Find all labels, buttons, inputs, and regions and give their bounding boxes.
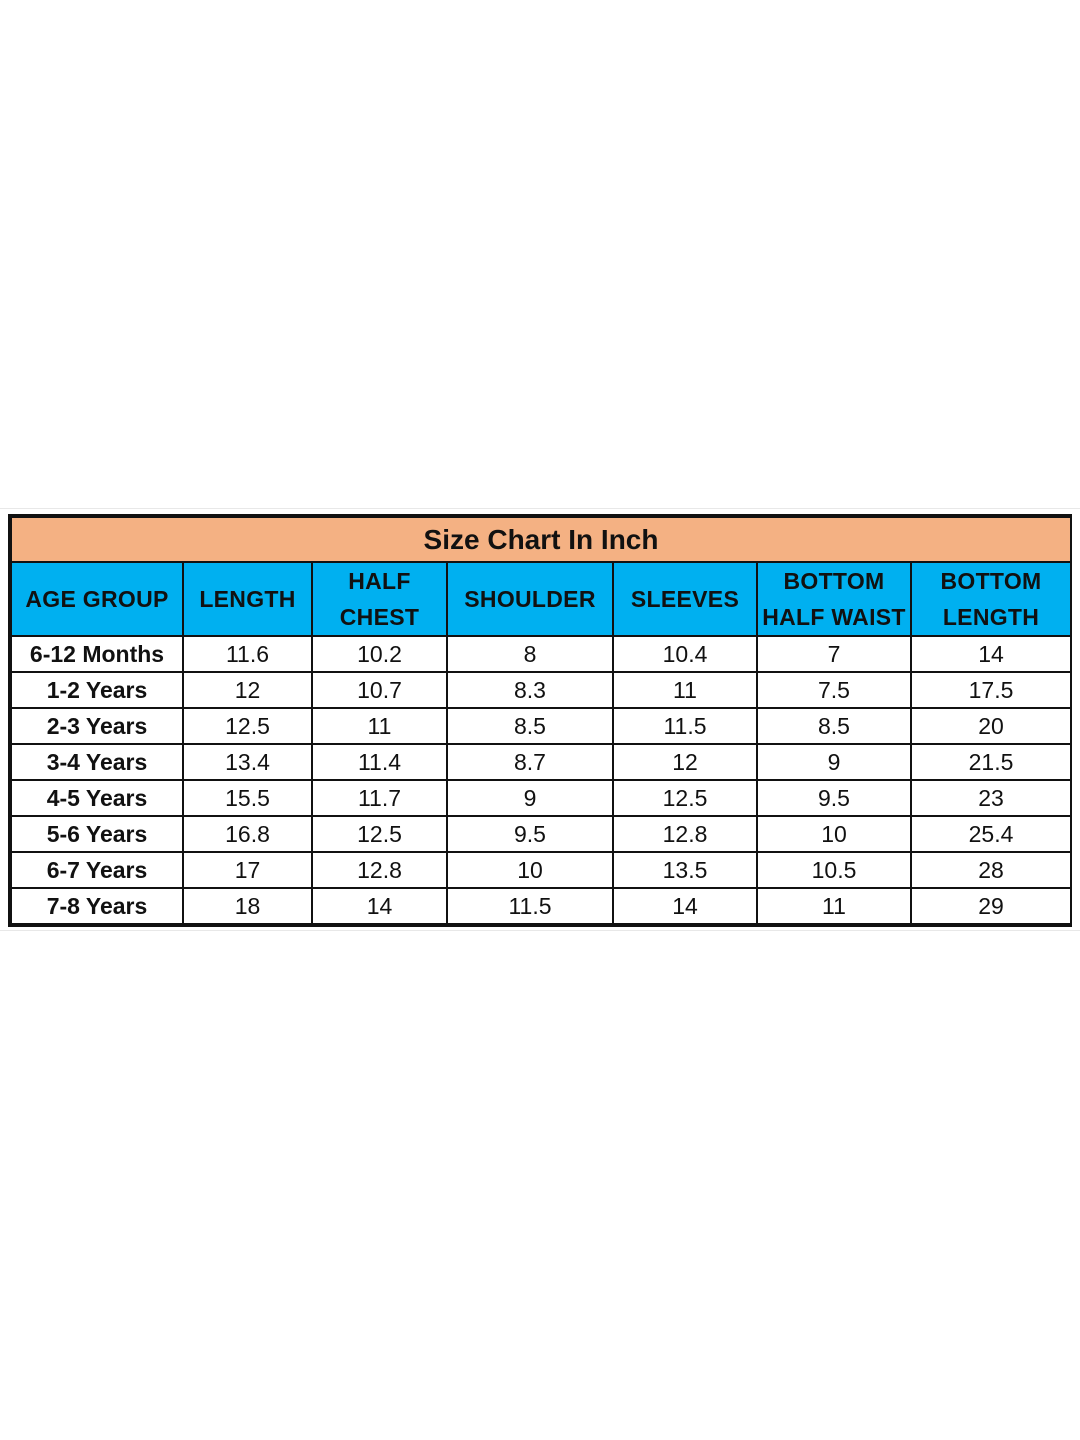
measurement-cell: 10 (757, 816, 911, 852)
column-header-line: HALF WAIST (762, 604, 906, 630)
measurement-cell: 7 (757, 636, 911, 672)
measurement-cell: 17 (183, 852, 312, 888)
size-chart-table (8, 514, 1072, 927)
table-row (11, 744, 1071, 780)
measurement-cell: 11 (757, 888, 911, 924)
measurement-cell: 9.5 (447, 816, 613, 852)
measurement-cell: 29 (911, 888, 1071, 924)
sheet-gridline-bottom (0, 930, 1080, 931)
age-group-cell: 3-4 Years (11, 744, 183, 780)
measurement-cell: 13.5 (613, 852, 757, 888)
measurement-cell: 17.5 (911, 672, 1071, 708)
measurement-cell: 16.8 (183, 816, 312, 852)
column-header-line: HALF (348, 568, 411, 594)
age-group-cell: 4-5 Years (11, 780, 183, 816)
measurement-cell: 12 (183, 672, 312, 708)
measurement-cell: 12 (613, 744, 757, 780)
measurement-cell: 12.8 (312, 852, 447, 888)
column-header-line: SLEEVES (630, 586, 740, 612)
column-header-shoulder (447, 562, 613, 636)
measurement-cell: 13.4 (183, 744, 312, 780)
column-header-sleeves (613, 562, 757, 636)
measurement-cell: 7.5 (757, 672, 911, 708)
column-header-bottom-length (911, 562, 1071, 636)
measurement-cell: 9 (447, 780, 613, 816)
column-header-half-chest (312, 562, 447, 636)
table-row (11, 708, 1071, 744)
measurement-cell: 11.5 (447, 888, 613, 924)
measurement-cell: 12.5 (613, 780, 757, 816)
column-header-length (183, 562, 312, 636)
measurement-cell: 10.2 (312, 636, 447, 672)
column-header-line: SHOULDER (464, 586, 596, 612)
measurement-cell: 11.5 (613, 708, 757, 744)
column-header-line: BOTTOM (783, 568, 885, 594)
column-header-line: LENGTH (199, 586, 296, 612)
measurement-cell: 12.5 (183, 708, 312, 744)
measurement-cell: 18 (183, 888, 312, 924)
measurement-cell: 10.7 (312, 672, 447, 708)
measurement-cell: 11 (613, 672, 757, 708)
age-group-cell: 1-2 Years (11, 672, 183, 708)
table-row (11, 852, 1071, 888)
table-row (11, 780, 1071, 816)
table-row (11, 816, 1071, 852)
measurement-cell: 10.5 (757, 852, 911, 888)
column-header-age-group (11, 562, 183, 636)
sheet-gridline-top (0, 508, 1080, 509)
table-row (11, 888, 1071, 924)
column-header-bottom-half-waist (757, 562, 911, 636)
column-header-line: BOTTOM (940, 568, 1042, 594)
measurement-cell: 11.4 (312, 744, 447, 780)
table-row (11, 672, 1071, 708)
measurement-cell: 12.8 (613, 816, 757, 852)
measurement-cell: 28 (911, 852, 1071, 888)
measurement-cell: 11.7 (312, 780, 447, 816)
column-header-line: AGE GROUP (25, 586, 169, 612)
measurement-cell: 14 (312, 888, 447, 924)
measurement-cell: 8.5 (757, 708, 911, 744)
measurement-cell: 8.3 (447, 672, 613, 708)
measurement-cell: 14 (613, 888, 757, 924)
age-group-cell: 5-6 Years (11, 816, 183, 852)
measurement-cell: 8 (447, 636, 613, 672)
measurement-cell: 23 (911, 780, 1071, 816)
measurement-cell: 15.5 (183, 780, 312, 816)
column-header-line: LENGTH (942, 604, 1040, 630)
age-group-cell: 6-12 Months (11, 636, 183, 672)
measurement-cell: 21.5 (911, 744, 1071, 780)
table-row (11, 636, 1071, 672)
measurement-cell: 8.7 (447, 744, 613, 780)
measurement-cell: 20 (911, 708, 1071, 744)
column-header-line: CHEST (339, 604, 420, 630)
measurement-cell: 10.4 (613, 636, 757, 672)
measurement-cell: 12.5 (312, 816, 447, 852)
measurement-cell: 9 (757, 744, 911, 780)
measurement-cell: 11.6 (183, 636, 312, 672)
measurement-cell: 25.4 (911, 816, 1071, 852)
measurement-cell: 9.5 (757, 780, 911, 816)
table-title: Size Chart In Inch (11, 517, 1071, 562)
measurement-cell: 10 (447, 852, 613, 888)
age-group-cell: 2-3 Years (11, 708, 183, 744)
age-group-cell: 7-8 Years (11, 888, 183, 924)
measurement-cell: 8.5 (447, 708, 613, 744)
measurement-cell: 14 (911, 636, 1071, 672)
measurement-cell: 11 (312, 708, 447, 744)
age-group-cell: 6-7 Years (11, 852, 183, 888)
